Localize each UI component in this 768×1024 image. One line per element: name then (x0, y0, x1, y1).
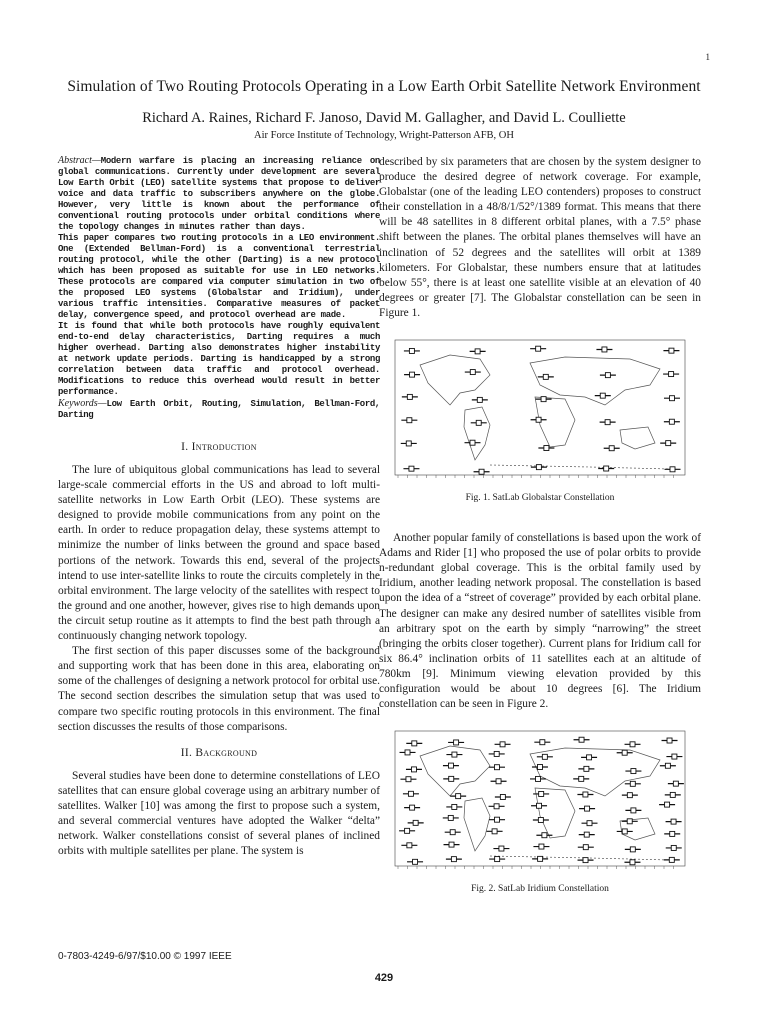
satellite-marker-icon (489, 804, 505, 809)
satellite-marker-icon (668, 781, 684, 786)
landmass-outline (464, 407, 490, 460)
affiliation: Air Force Institute of Technology, Wright-Patterson AFB, OH (254, 130, 514, 141)
satellite-marker-icon (664, 396, 680, 401)
satellite-marker-icon (530, 346, 546, 351)
satellite-marker-icon (617, 750, 633, 755)
satellite-marker-icon (489, 752, 505, 757)
satellite-marker-icon (489, 857, 505, 862)
page-number-bottom: 429 (374, 972, 394, 984)
keywords-text: Low Earth Orbit, Routing, Simulation, Bellman-Ford, Darting (58, 399, 380, 420)
satellite-marker-icon (495, 742, 511, 747)
figure-2 (379, 726, 701, 894)
satellite-marker-icon (495, 795, 511, 800)
iridium-map-image (390, 726, 690, 876)
satellite-marker-icon (664, 832, 680, 837)
author-list: Richard A. Raines, Richard F. Janoso, David M. Gallagher, and David L. Coulliette (142, 110, 626, 126)
satellite-marker-icon (617, 829, 633, 834)
satellite-marker-icon (659, 802, 675, 807)
satellite-marker-icon (538, 374, 554, 379)
satellite-marker-icon (579, 806, 595, 811)
satellite-marker-icon (446, 752, 462, 757)
page-number-top: 1 (705, 52, 710, 62)
globalstar-map-image (390, 335, 690, 485)
satellite-marker-icon (581, 755, 597, 760)
satellite-marker-icon (489, 765, 505, 770)
landmass-outline (620, 427, 655, 449)
satellite-marker-icon (404, 372, 420, 377)
satellite-marker-icon (532, 765, 548, 770)
satellite-marker-icon (625, 769, 641, 774)
satellite-marker-icon (579, 832, 595, 837)
satellite-marker-icon (660, 441, 676, 446)
satellite-marker-icon (487, 829, 503, 834)
satellite-marker-icon (399, 828, 415, 833)
satellite-marker-icon (663, 348, 679, 353)
satellite-marker-icon (406, 767, 422, 772)
section-heading-intro: I. Introduction (181, 441, 257, 453)
satellite-marker-icon (660, 763, 676, 768)
satellite-marker-icon (665, 793, 681, 798)
satellite-marker-icon (448, 740, 464, 745)
satellite-marker-icon (625, 808, 641, 813)
satellite-marker-icon (534, 740, 550, 745)
satellite-marker-icon (663, 372, 679, 377)
satellite-marker-icon (530, 777, 546, 782)
right-para-2: Another popular family of constellations is based upon the work of Adams and Rider [1] who proposed the use of polar orbits to provide n-redundant global coverage. This is the orbital family used by Iridium, another leading network proposal. The constellation is based upon the idea of a “street of coverage” provided by each orbital plane. The designer can make any desired number of satellites visible from an arbitrary spot on the earth by simply “narrowing” the street (bringing the orbits closer together). Current plans for Iridium call for six 86.4° inclination orbits of 11 satellites each at an altitude of 780km [9]. Minimum viewing elevation provided by this configuration would be about 10 degrees [6]. The Iridium constellation can be seen in Figure 2. (379, 532, 701, 711)
keywords-lead: Keywords— (58, 398, 107, 409)
satellite-marker-icon (401, 418, 417, 423)
satellite-marker-icon (445, 830, 461, 835)
satellite-marker-icon (578, 845, 594, 850)
satellite-marker-icon (472, 397, 488, 402)
satellite-marker-icon (474, 469, 490, 474)
satellite-marker-icon (533, 844, 549, 849)
satellite-marker-icon (531, 465, 547, 470)
satellite-marker-icon (450, 794, 466, 799)
satellite-marker-icon (400, 750, 416, 755)
satellite-marker-icon (446, 857, 462, 862)
left-column (58, 155, 380, 859)
background-para-1: Several studies have been done to determine constellations of LEO satellites that can ensure global coverage using an arbitrary number of satellites. Walker [10] was among the first to propose such a system, and several commercial ventures have adopted the Walker “delta” network. Walker constellations consist of several planes of inclined orbits with multiple satellites per plane. The system is (58, 769, 380, 858)
satellite-marker-icon (404, 805, 420, 810)
figure-2-caption: Fig. 2. SatLab Iridium Constellation (471, 884, 609, 895)
satellite-marker-icon (407, 859, 423, 864)
satellite-marker-icon (577, 792, 593, 797)
section-heading-background: II. Background (180, 746, 258, 759)
satellite-marker-icon (574, 737, 590, 742)
satellite-marker-icon (493, 846, 509, 851)
satellite-marker-icon (666, 819, 682, 824)
landmass-outline (464, 798, 490, 851)
right-column (379, 155, 701, 894)
figure-1-caption: Fig. 1. SatLab Globalstar Constellation (465, 493, 615, 504)
satellite-marker-icon (596, 347, 612, 352)
satellite-marker-icon (471, 420, 487, 425)
abstract (58, 155, 380, 421)
keywords (58, 398, 380, 421)
satellite-marker-icon (582, 821, 598, 826)
satellite-marker-icon (401, 441, 417, 446)
satellite-marker-icon (600, 373, 616, 378)
satellite-marker-icon (664, 419, 680, 424)
satellite-marker-icon (403, 466, 419, 471)
satellite-marker-icon (538, 446, 554, 451)
satellite-marker-icon (625, 847, 641, 852)
satellite-marker-icon (465, 440, 481, 445)
satellite-marker-icon (604, 446, 620, 451)
satellite-marker-icon (578, 767, 594, 772)
satellite-marker-icon (401, 843, 417, 848)
satellite-marker-icon (598, 466, 614, 471)
satellite-marker-icon (573, 777, 589, 782)
satellite-marker-icon (443, 816, 459, 821)
satellite-marker-icon (666, 754, 682, 759)
abstract-lead: Abstract— (58, 155, 101, 166)
satellite-marker-icon (664, 858, 680, 863)
satellite-marker-icon (624, 860, 640, 865)
landmass-outline (490, 856, 670, 860)
satellite-marker-icon (491, 779, 507, 784)
satellite-marker-icon (533, 818, 549, 823)
satellite-marker-icon (408, 821, 424, 826)
abstract-para-2: This paper compares two routing protocols in a LEO environment. One (Extended Bellman-Ford) is a conventional terrestrial routing protocol, while the other (Darting) is a new protocol which has been proposed as suitable for use in LEO networks. These protocols are compared via computer simulation in two of the proposed LEO systems (Globalstar and Iridium), under various traffic intensities. Comparative measures of packet delay, convergence speed, and protocol overhead are made. (58, 233, 380, 320)
satellite-marker-icon (465, 370, 481, 375)
figure-1 (379, 335, 701, 503)
satellite-marker-icon (443, 763, 459, 768)
satellite-marker-icon (625, 781, 641, 786)
satellite-marker-icon (489, 817, 505, 822)
satellite-marker-icon (531, 417, 547, 422)
satellite-marker-icon (444, 842, 460, 847)
satellite-marker-icon (536, 833, 552, 838)
satellite-marker-icon (595, 393, 611, 398)
abstract-para-1 (58, 155, 380, 233)
satellite-marker-icon (662, 738, 678, 743)
abstract-para-3: It is found that while both protocols have roughly equivalent end-to-end delay characteristics, Darting requires a much higher overhead. Darting also demonstrates higher instability at network update periods. Darting is handicapped by a strong correlation between data traffic and protocol overhead. Modifications to reduce this overhead would result in better performance. (58, 321, 380, 397)
satellite-marker-icon (400, 777, 416, 782)
paper-title: Simulation of Two Routing Protocols Operating in a Low Earth Orbit Satellite Network Environment (67, 78, 701, 95)
satellite-marker-icon (531, 803, 547, 808)
abstract-text-1: Modern warfare is placing an increasing reliance on global communications. Currently under development are several Low Earth Orbit (LEO) satellite systems that propose to deliver voice and data traffic to subscribers anywhere on the globe. However, very little is known about the performance of conventional routing protocols under orbital conditions where the topology changes in minutes rather than days. (58, 156, 380, 232)
copyright-line: 0-7803-4249-6/97/$10.00 © 1997 IEEE (58, 951, 232, 962)
intro-para-1: The lure of ubiquitous global communications has lead to several large-scale commercial efforts in the US and abroad to loft multi-satellite networks in Low Earth Orbit (LEO). These systems are designed to provide mobile communications from any point on the earth. In order to reduce propagation delay, these systems attempt to minimize the number of links between the ground and space based portions of the network. Towards this end, several of the projects intend to use inter-satellite links to route the circuits completely in the orbital environment. The large velocity of the satellites with respect to the ground and one another, however, gives rise to high demands upon the circuit setup routine as it attempts to find the best path through a continuously changing network topology. (58, 464, 380, 643)
satellite-marker-icon (406, 741, 422, 746)
satellite-marker-icon (470, 349, 486, 354)
satellite-marker-icon (402, 394, 418, 399)
satellite-marker-icon (600, 420, 616, 425)
satellite-marker-icon (537, 754, 553, 759)
satellite-marker-icon (622, 793, 638, 798)
satellite-marker-icon (446, 805, 462, 810)
satellite-marker-icon (404, 348, 420, 353)
satellite-marker-icon (403, 791, 419, 796)
satellite-marker-icon (625, 742, 641, 747)
satellite-marker-icon (443, 777, 459, 782)
satellite-marker-icon (665, 467, 681, 472)
intro-para-2: The first section of this paper discusses some of the background and supporting work that has been done in this area, elaborating on some of the challenges of designing a network protocol for orbital use. The second section describes the simulation setup that was used to compare two specific routing protocols in this environment. The final section discusses the results of those comparisons. (58, 645, 381, 733)
landmass-outline (490, 465, 670, 469)
satellite-marker-icon (666, 846, 682, 851)
right-para-1: described by six parameters that are chosen by the system designer to produce the desired degree of network coverage. For example, Globalstar (one of the leading LEO contenders) proposes to construct their constellation in a 48/8/1/52°/1389 format. This means that there will be 48 satellites in 8 different orbital planes, with a 7.5° phase shift between the planes. The orbital planes themselves will have an inclination of 52 degrees and the satellites will orbit at 1389 kilometers. For Globalstar, these numbers ensure that at latitudes below 55°, there is at least one satellite visible at an elevation of 40 degrees or greater [7]. The Globalstar constellation can be seen in Figure 1. (379, 156, 701, 319)
